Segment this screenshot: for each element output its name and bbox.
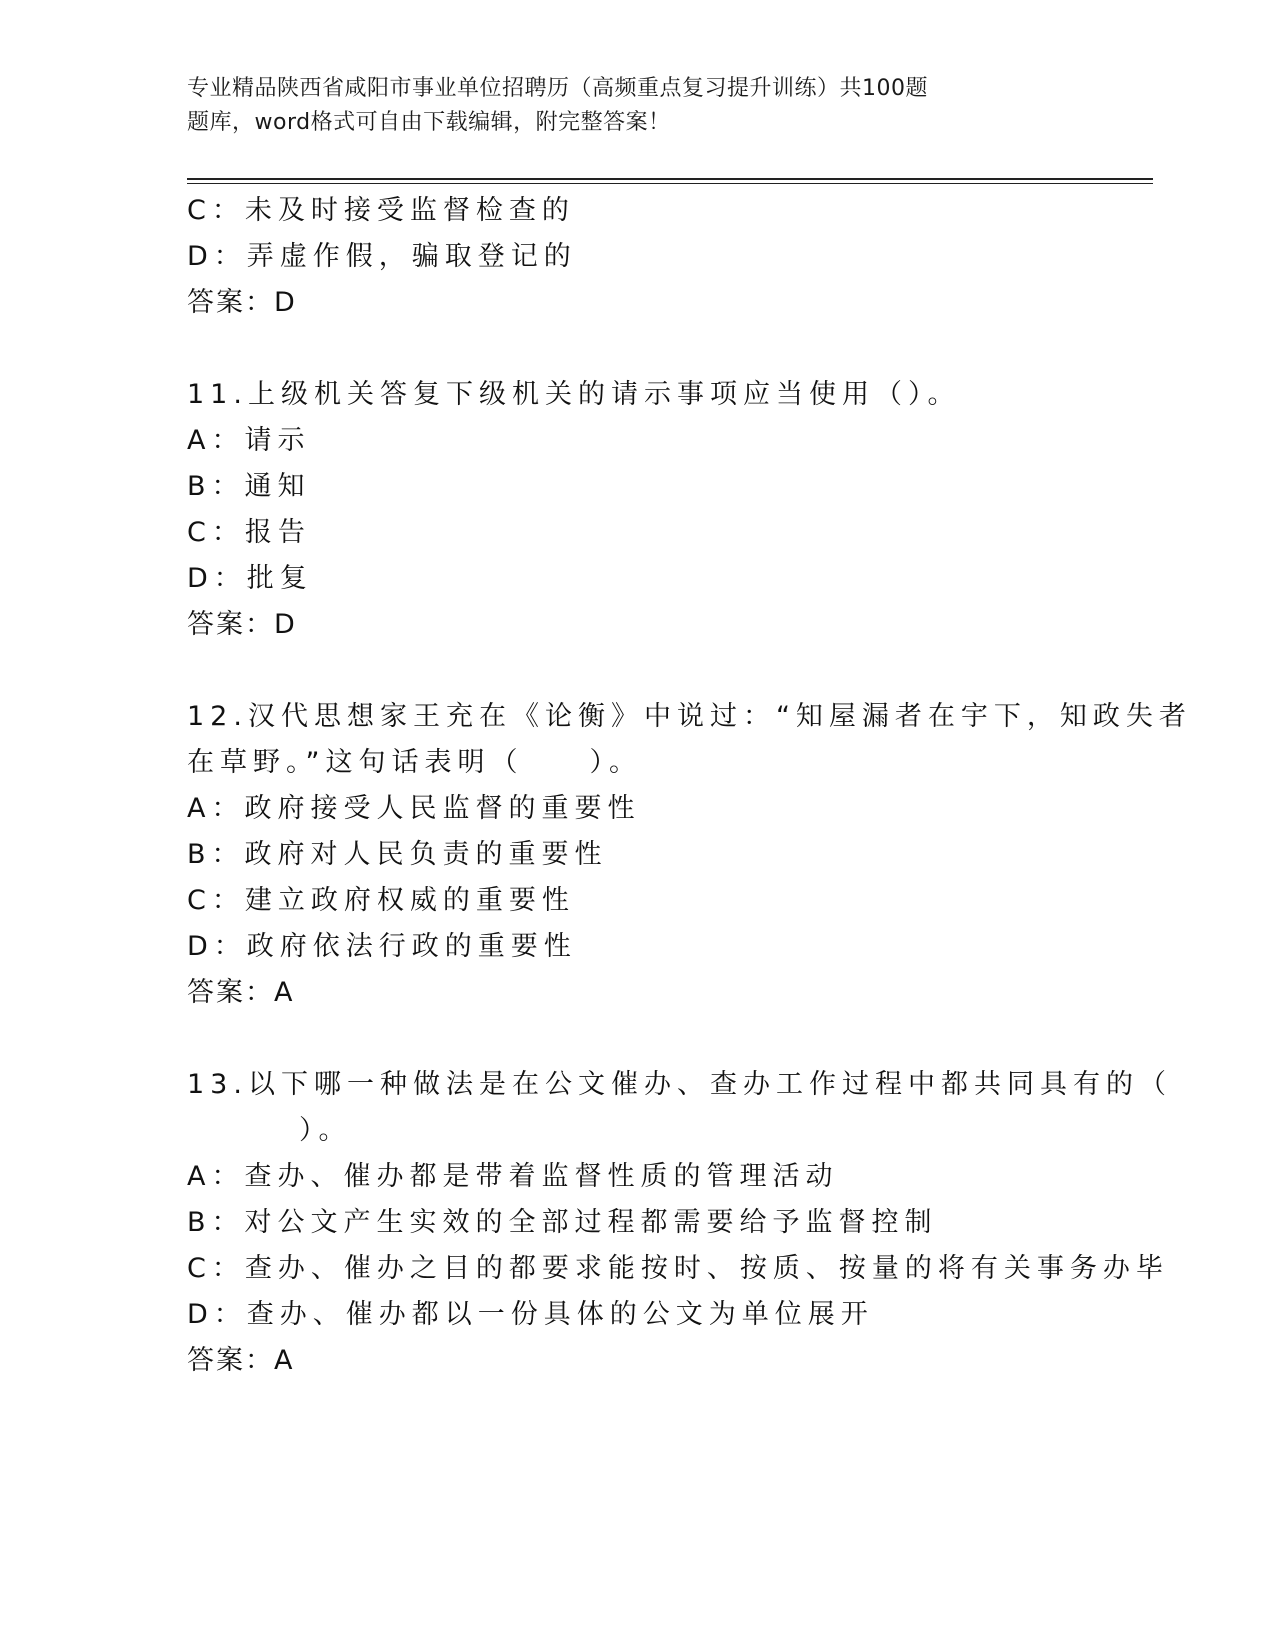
question-13	[187, 1062, 1172, 1384]
question-11	[187, 372, 1087, 648]
answer: 答案：D	[187, 609, 297, 640]
header-title-line-1: 专业精品陕西省咸阳市事业单位招聘历（高频重点复习提升训练）共100题	[187, 76, 928, 101]
header-divider-thin	[187, 183, 1153, 184]
spacer	[187, 1016, 1087, 1062]
answer: 答案：A	[187, 1345, 295, 1376]
option-d: D：弄虚作假，骗取登记的	[187, 241, 577, 272]
question-text-line-1: 13.以下哪一种做法是在公文催办、查办工作过程中都共同具有的（	[187, 1069, 1172, 1100]
question-text-line-2: ）。	[299, 1115, 352, 1146]
spacer	[187, 326, 1087, 372]
spacer	[187, 648, 1087, 694]
answer: 答案：D	[187, 287, 297, 318]
option-d: D：查办、催办都以一份具体的公文为单位展开	[187, 1299, 874, 1330]
option-b: B：对公文产生实效的全部过程都需要给予监督控制	[187, 1207, 938, 1238]
header-divider-thick	[187, 178, 1153, 180]
option-a: A：查办、催办都是带着监督性质的管理活动	[187, 1161, 839, 1192]
answer: 答案：A	[187, 977, 295, 1008]
question-text-line-2: 在草野。”这句话表明（ ）。	[187, 747, 642, 778]
question-text: 11.上级机关答复下级机关的请示事项应当使用（）。	[187, 379, 961, 410]
option-b: B：通知	[187, 471, 311, 502]
option-c: C：建立政府权威的重要性	[187, 885, 575, 916]
document-header	[187, 72, 1027, 140]
option-a: A：请示	[187, 425, 311, 456]
header-title-line-2: 题库，word格式可自由下载编辑，附完整答案！	[187, 110, 671, 135]
option-c: C：报告	[187, 517, 311, 548]
option-c: C：查办、催办之目的都要求能按时、按质、按量的将有关事务办毕	[187, 1253, 1169, 1284]
question-text-line-1: 12.汉代思想家王充在《论衡》中说过：“知屋漏者在宇下，知政失者	[187, 701, 1192, 732]
option-d: D：批复	[187, 563, 313, 594]
option-c: C：未及时接受监督检查的	[187, 195, 575, 226]
option-d: D：政府依法行政的重要性	[187, 931, 577, 962]
question-12	[187, 694, 1192, 1016]
question-list	[187, 188, 1192, 1384]
option-a: A：政府接受人民监督的重要性	[187, 793, 641, 824]
option-b: B：政府对人民负责的重要性	[187, 839, 608, 870]
question-10-continued	[187, 188, 1087, 326]
